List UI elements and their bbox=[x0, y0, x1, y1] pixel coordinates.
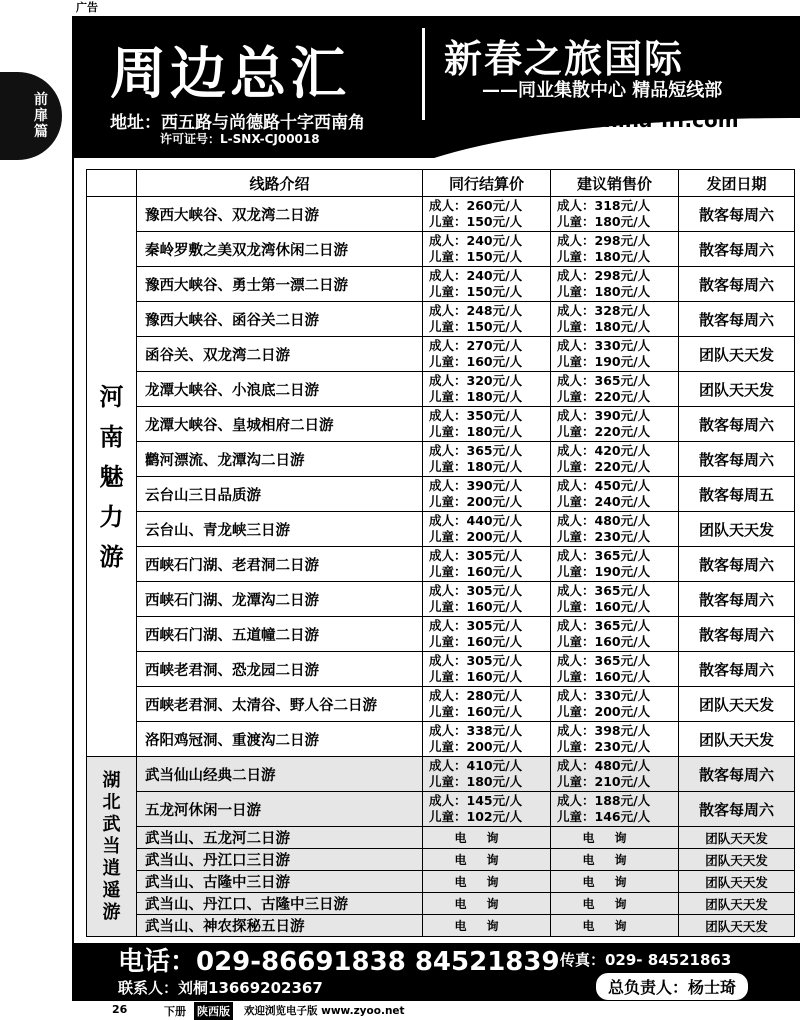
sale-price bbox=[551, 652, 679, 687]
departure-date: 散客每周六 bbox=[679, 757, 795, 792]
table-row bbox=[87, 232, 795, 267]
table-row bbox=[87, 827, 795, 849]
departure-date: 团队天天发 bbox=[679, 871, 795, 893]
table-row bbox=[87, 722, 795, 757]
table-row bbox=[87, 302, 795, 337]
header-peer-price: 同行结算价 bbox=[423, 170, 551, 197]
route-name: 洛阳鸡冠洞、重渡沟二日游 bbox=[137, 722, 423, 757]
route-name: 函谷关、双龙湾二日游 bbox=[137, 337, 423, 372]
peer-price-adult: 成人：410元/人 bbox=[429, 758, 523, 773]
route-name: 云台山、青龙峡三日游 bbox=[137, 512, 423, 547]
peer-price-child: 儿童：150元/人 bbox=[429, 319, 523, 334]
header-banner bbox=[72, 18, 800, 158]
table-row bbox=[87, 915, 795, 937]
peer-price bbox=[423, 687, 551, 722]
route-name: 武当仙山经典二日游 bbox=[137, 757, 423, 792]
peer-price-inquiry: 电询 bbox=[423, 849, 551, 871]
peer-price-adult: 成人：305元/人 bbox=[429, 583, 523, 598]
license-number: 许可证号：L-SNX-CJ00018 bbox=[160, 132, 320, 146]
sale-price-child: 儿童：220元/人 bbox=[557, 389, 651, 404]
peer-price bbox=[423, 477, 551, 512]
sale-price bbox=[551, 372, 679, 407]
peer-price-adult: 成人：305元/人 bbox=[429, 653, 523, 668]
sale-price-child: 儿童：190元/人 bbox=[557, 564, 651, 579]
table-row bbox=[87, 512, 795, 547]
sale-price-child: 儿童：220元/人 bbox=[557, 424, 651, 439]
peer-price-child: 儿童：180元/人 bbox=[429, 774, 523, 789]
sale-price-adult: 成人：365元/人 bbox=[557, 618, 651, 633]
sale-price-adult: 成人：480元/人 bbox=[557, 758, 651, 773]
peer-price-adult: 成人：240元/人 bbox=[429, 233, 523, 248]
header-sale-price: 建议销售价 bbox=[551, 170, 679, 197]
peer-price bbox=[423, 267, 551, 302]
sale-price-adult: 成人：365元/人 bbox=[557, 548, 651, 563]
sale-price-inquiry: 电询 bbox=[551, 849, 679, 871]
route-name: 云台山三日品质游 bbox=[137, 477, 423, 512]
table-row bbox=[87, 337, 795, 372]
sale-price bbox=[551, 197, 679, 232]
peer-price bbox=[423, 652, 551, 687]
peer-price-child: 儿童：180元/人 bbox=[429, 424, 523, 439]
peer-price-child: 儿童：160元/人 bbox=[429, 564, 523, 579]
peer-price-child: 儿童：160元/人 bbox=[429, 704, 523, 719]
peer-price-inquiry: 电询 bbox=[423, 871, 551, 893]
peer-price-inquiry: 电询 bbox=[423, 827, 551, 849]
ad-tag: 广告 bbox=[72, 0, 102, 16]
henan-section bbox=[87, 197, 795, 757]
departure-date: 团队天天发 bbox=[679, 893, 795, 915]
table-row bbox=[87, 687, 795, 722]
route-name: 豫西大峡谷、勇士第一漂二日游 bbox=[137, 267, 423, 302]
manager-badge: 总负责人：杨士琦 bbox=[596, 973, 748, 1000]
departure-date: 散客每周六 bbox=[679, 792, 795, 827]
table-row bbox=[87, 757, 795, 792]
peer-price-child: 儿童：180元/人 bbox=[429, 459, 523, 474]
sale-price-child: 儿童：210元/人 bbox=[557, 774, 651, 789]
departure-date: 团队天天发 bbox=[679, 722, 795, 757]
header-separator bbox=[422, 28, 425, 120]
peer-price-adult: 成人：365元/人 bbox=[429, 443, 523, 458]
peer-price-adult: 成人：350元/人 bbox=[429, 408, 523, 423]
peer-price bbox=[423, 757, 551, 792]
sale-price bbox=[551, 337, 679, 372]
left-rule bbox=[72, 158, 74, 943]
peer-price-adult: 成人：440元/人 bbox=[429, 513, 523, 528]
sale-price bbox=[551, 687, 679, 722]
sale-price-adult: 成人：188元/人 bbox=[557, 793, 651, 808]
header-departure: 发团日期 bbox=[679, 170, 795, 197]
sale-price-child: 儿童：160元/人 bbox=[557, 599, 651, 614]
departure-date: 散客每周五 bbox=[679, 477, 795, 512]
departure-date: 散客每周六 bbox=[679, 407, 795, 442]
sale-price bbox=[551, 302, 679, 337]
edition-badge: 陕西版 bbox=[194, 1002, 233, 1020]
peer-price bbox=[423, 302, 551, 337]
peer-price-child: 儿童：150元/人 bbox=[429, 249, 523, 264]
peer-price-child: 儿童：150元/人 bbox=[429, 214, 523, 229]
peer-price-adult: 成人：305元/人 bbox=[429, 618, 523, 633]
region-name: 河南魅力游 bbox=[99, 381, 124, 571]
departure-date: 散客每周六 bbox=[679, 197, 795, 232]
sale-price-adult: 成人：480元/人 bbox=[557, 513, 651, 528]
route-name: 西峡石门湖、五道幢二日游 bbox=[137, 617, 423, 652]
sale-price bbox=[551, 512, 679, 547]
route-name: 武当山、丹江口三日游 bbox=[137, 849, 423, 871]
sale-price-inquiry: 电询 bbox=[551, 915, 679, 937]
sale-price-adult: 成人：365元/人 bbox=[557, 373, 651, 388]
region-label-cell bbox=[87, 197, 137, 757]
sale-price-child: 儿童：180元/人 bbox=[557, 319, 651, 334]
sale-price-child: 儿童：160元/人 bbox=[557, 634, 651, 649]
table-row bbox=[87, 652, 795, 687]
departure-date: 散客每周六 bbox=[679, 442, 795, 477]
agency-name: 新春之旅国际 bbox=[444, 37, 685, 81]
peer-price bbox=[423, 232, 551, 267]
departure-date: 散客每周六 bbox=[679, 232, 795, 267]
route-name: 西峡老君洞、太清谷、野人谷二日游 bbox=[137, 687, 423, 722]
site-text[interactable]: 欢迎浏览电子版 www.zyoo.net bbox=[244, 1005, 405, 1017]
sale-price-adult: 成人：298元/人 bbox=[557, 268, 651, 283]
route-name: 五龙河休闲一日游 bbox=[137, 792, 423, 827]
table-header-row bbox=[87, 170, 795, 197]
peer-price bbox=[423, 337, 551, 372]
volume-label: 下册 bbox=[164, 1005, 186, 1018]
region-label-cell bbox=[87, 757, 137, 937]
table-row bbox=[87, 372, 795, 407]
sale-price-adult: 成人：398元/人 bbox=[557, 723, 651, 738]
peer-price bbox=[423, 372, 551, 407]
table-row bbox=[87, 267, 795, 302]
sale-price-adult: 成人：390元/人 bbox=[557, 408, 651, 423]
peer-price-child: 儿童：160元/人 bbox=[429, 634, 523, 649]
peer-price-adult: 成人：280元/人 bbox=[429, 688, 523, 703]
sale-price-adult: 成人：330元/人 bbox=[557, 688, 651, 703]
peer-price-adult: 成人：145元/人 bbox=[429, 793, 523, 808]
route-name: 豫西大峡谷、双龙湾二日游 bbox=[137, 197, 423, 232]
sale-price bbox=[551, 792, 679, 827]
table-row bbox=[87, 893, 795, 915]
sale-price-child: 儿童：180元/人 bbox=[557, 249, 651, 264]
route-name: 鹳河漂流、龙潭沟二日游 bbox=[137, 442, 423, 477]
footer-contact-bar bbox=[72, 943, 800, 1001]
peer-price bbox=[423, 582, 551, 617]
peer-price-adult: 成人：260元/人 bbox=[429, 198, 523, 213]
side-tab bbox=[0, 72, 62, 160]
table-row bbox=[87, 582, 795, 617]
table-row bbox=[87, 197, 795, 232]
peer-price bbox=[423, 722, 551, 757]
departure-date: 散客每周六 bbox=[679, 267, 795, 302]
departure-date: 散客每周六 bbox=[679, 302, 795, 337]
route-price-table bbox=[86, 169, 795, 937]
header-route: 线路介绍 bbox=[137, 170, 423, 197]
sale-price-adult: 成人：328元/人 bbox=[557, 303, 651, 318]
header-blank bbox=[87, 170, 137, 197]
departure-date: 散客每周六 bbox=[679, 582, 795, 617]
peer-price-child: 儿童：200元/人 bbox=[429, 739, 523, 754]
departure-date: 散客每周六 bbox=[679, 617, 795, 652]
route-name: 武当山、古隆中三日游 bbox=[137, 871, 423, 893]
sale-price-adult: 成人：450元/人 bbox=[557, 478, 651, 493]
peer-price bbox=[423, 617, 551, 652]
table-row bbox=[87, 871, 795, 893]
peer-price-adult: 成人：390元/人 bbox=[429, 478, 523, 493]
departure-date: 团队天天发 bbox=[679, 827, 795, 849]
peer-price-adult: 成人：338元/人 bbox=[429, 723, 523, 738]
sale-price-child: 儿童：220元/人 bbox=[557, 459, 651, 474]
sale-price bbox=[551, 232, 679, 267]
phone-number[interactable]: 电话：029-86691838 84521839 bbox=[118, 947, 560, 977]
peer-price-adult: 成人：240元/人 bbox=[429, 268, 523, 283]
sale-price bbox=[551, 442, 679, 477]
peer-price bbox=[423, 442, 551, 477]
route-name: 龙潭大峡谷、皇城相府二日游 bbox=[137, 407, 423, 442]
route-name: 西峡石门湖、龙潭沟二日游 bbox=[137, 582, 423, 617]
route-name: 武当山、五龙河二日游 bbox=[137, 827, 423, 849]
sale-price bbox=[551, 267, 679, 302]
departure-date: 散客每周六 bbox=[679, 547, 795, 582]
route-name: 西峡老君洞、恐龙园二日游 bbox=[137, 652, 423, 687]
sale-price bbox=[551, 722, 679, 757]
peer-price bbox=[423, 407, 551, 442]
peer-price bbox=[423, 792, 551, 827]
region-name: 湖北武当逍遥游 bbox=[102, 769, 121, 923]
departure-date: 团队天天发 bbox=[679, 372, 795, 407]
sale-price-adult: 成人：365元/人 bbox=[557, 583, 651, 598]
page-footer bbox=[0, 1002, 800, 1018]
sale-price-child: 儿童：190元/人 bbox=[557, 354, 651, 369]
agency-tagline: ——同业集散中心 精品短线部 bbox=[482, 80, 723, 101]
departure-date: 团队天天发 bbox=[679, 337, 795, 372]
peer-price-child: 儿童：160元/人 bbox=[429, 669, 523, 684]
route-name: 秦岭罗敷之美双龙湾休闲二日游 bbox=[137, 232, 423, 267]
sale-price-adult: 成人：420元/人 bbox=[557, 443, 651, 458]
table-row bbox=[87, 407, 795, 442]
departure-date: 散客每周六 bbox=[679, 652, 795, 687]
peer-price-child: 儿童：180元/人 bbox=[429, 389, 523, 404]
sale-price-inquiry: 电询 bbox=[551, 871, 679, 893]
peer-price-adult: 成人：270元/人 bbox=[429, 338, 523, 353]
contact-person: 联系人：刘桐13669202367 bbox=[118, 979, 323, 997]
table-row bbox=[87, 477, 795, 512]
sale-price-child: 儿童：146元/人 bbox=[557, 809, 651, 824]
table-row bbox=[87, 792, 795, 827]
route-name: 豫西大峡谷、函谷关二日游 bbox=[137, 302, 423, 337]
sale-price-adult: 成人：298元/人 bbox=[557, 233, 651, 248]
sale-price-child: 儿童：230元/人 bbox=[557, 739, 651, 754]
departure-date: 团队天天发 bbox=[679, 849, 795, 871]
sale-price-child: 儿童：200元/人 bbox=[557, 704, 651, 719]
peer-price-child: 儿童：160元/人 bbox=[429, 354, 523, 369]
sale-price-adult: 成人：318元/人 bbox=[557, 198, 651, 213]
peer-price-child: 儿童：150元/人 bbox=[429, 284, 523, 299]
route-name: 武当山、神农探秘五日游 bbox=[137, 915, 423, 937]
departure-date: 团队天天发 bbox=[679, 512, 795, 547]
departure-date: 团队天天发 bbox=[679, 915, 795, 937]
sale-price-child: 儿童：180元/人 bbox=[557, 284, 651, 299]
sale-price-child: 儿童：160元/人 bbox=[557, 669, 651, 684]
address: 地址：西五路与尚德路十字西南角 bbox=[110, 113, 365, 133]
table-row bbox=[87, 849, 795, 871]
peer-price-child: 儿童：200元/人 bbox=[429, 529, 523, 544]
hubei-section bbox=[87, 757, 795, 937]
sale-price bbox=[551, 757, 679, 792]
sale-price-adult: 成人：365元/人 bbox=[557, 653, 651, 668]
peer-price-child: 儿童：160元/人 bbox=[429, 599, 523, 614]
route-name: 西峡石门湖、老君洞二日游 bbox=[137, 547, 423, 582]
sale-price bbox=[551, 582, 679, 617]
peer-price-inquiry: 电询 bbox=[423, 915, 551, 937]
sale-price-child: 儿童：180元/人 bbox=[557, 214, 651, 229]
fax-number: 传真：029- 84521863 bbox=[560, 951, 732, 969]
table-row bbox=[87, 442, 795, 477]
sale-price bbox=[551, 547, 679, 582]
peer-price bbox=[423, 512, 551, 547]
route-name: 龙潭大峡谷、小浪底二日游 bbox=[137, 372, 423, 407]
peer-price-adult: 成人：320元/人 bbox=[429, 373, 523, 388]
peer-price-inquiry: 电询 bbox=[423, 893, 551, 915]
sale-price-inquiry: 电询 bbox=[551, 827, 679, 849]
peer-price bbox=[423, 547, 551, 582]
website-link[interactable]: 网址：www.china-fff.com bbox=[470, 108, 739, 132]
brand-title: 周边总汇 bbox=[110, 41, 350, 107]
side-tab-label: 前扉篇 bbox=[34, 92, 48, 140]
sale-price-adult: 成人：330元/人 bbox=[557, 338, 651, 353]
page-number: 26 bbox=[112, 1003, 128, 1016]
sale-price-child: 儿童：240元/人 bbox=[557, 494, 651, 509]
sale-price bbox=[551, 477, 679, 512]
sale-price bbox=[551, 407, 679, 442]
sale-price-child: 儿童：230元/人 bbox=[557, 529, 651, 544]
table-row bbox=[87, 617, 795, 652]
peer-price-child: 儿童：200元/人 bbox=[429, 494, 523, 509]
peer-price-adult: 成人：305元/人 bbox=[429, 548, 523, 563]
peer-price-adult: 成人：248元/人 bbox=[429, 303, 523, 318]
peer-price bbox=[423, 197, 551, 232]
route-name: 武当山、丹江口、古隆中三日游 bbox=[137, 893, 423, 915]
sale-price bbox=[551, 617, 679, 652]
sale-price-inquiry: 电询 bbox=[551, 893, 679, 915]
departure-date: 团队天天发 bbox=[679, 687, 795, 722]
table-row bbox=[87, 547, 795, 582]
peer-price-child: 儿童：102元/人 bbox=[429, 809, 523, 824]
